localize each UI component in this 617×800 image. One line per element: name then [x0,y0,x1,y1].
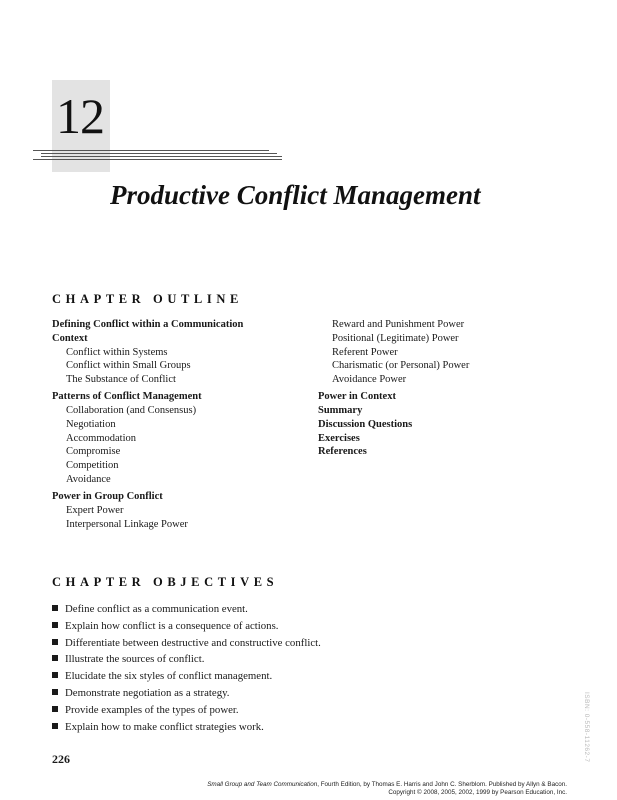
isbn-watermark: ISBN: 0-558-11262-7 [583,692,590,763]
square-bullet-icon [52,672,58,678]
square-bullet-icon [52,639,58,645]
objective-text: Illustrate the sources of conflict. [65,653,205,666]
outline-subsection-item: Positional (Legitimate) Power [332,332,459,344]
outline-subsection-item: Referent Power [332,346,398,358]
outline-section-item: Context [52,332,88,344]
square-bullet-icon [52,723,58,729]
objective-item [52,668,321,685]
outline-subsection-item: Avoidance Power [332,374,407,386]
outline-subsection-item: Compromise [66,446,121,458]
outline-section-item: References [318,446,367,458]
objectives-heading: CHAPTER OBJECTIVES [52,575,279,589]
objective-item [52,702,321,719]
outline-subsection-item: The Substance of Conflict [66,374,176,386]
outline-section-item: Summary [318,404,363,416]
outline-section-item: Discussion Questions [318,418,413,430]
outline-subsection-item: Competition [66,460,119,472]
objective-item [52,635,321,652]
square-bullet-icon [52,689,58,695]
objective-item [52,651,321,668]
outline-subsection-item: Accommodation [66,432,136,444]
outline-subsection-item: Collaboration (and Consensus) [66,404,197,416]
outline-left-column [52,318,292,531]
page-number: 226 [52,752,70,766]
objectives-list [52,601,321,735]
objective-item [52,601,321,618]
footer-line-1 [100,781,567,789]
footer-publication-info: , Fourth Edition, by Thomas E. Harris and John C. Sherblom. Published by Allyn & Bacon. [317,781,567,788]
objective-text: Explain how to make conflict strategies work. [65,720,264,733]
chapter-number: 12 [56,88,104,144]
outline-subsection-item: Interpersonal Linkage Power [66,518,188,530]
outline-subsection-item: Conflict within Small Groups [66,360,191,372]
outline-subsection-item: Avoidance [66,473,111,485]
objective-item [52,719,321,736]
outline-subsection-item: Reward and Punishment Power [332,319,465,330]
decorative-rule [33,159,282,160]
footer-book-title: Small Group and Team Communication [207,781,318,788]
square-bullet-icon [52,706,58,712]
outline-subsection-item: Expert Power [66,504,124,516]
objective-text: Explain how conflict is a consequence of actions. [65,619,279,632]
outline-subsection-item: Conflict within Systems [66,346,168,358]
outline-section-item: Exercises [318,432,360,444]
outline-section-item: Defining Conflict within a Communication [52,319,244,330]
outline-heading: CHAPTER OUTLINE [52,292,243,306]
outline-section-item: Patterns of Conflict Management [52,391,202,403]
objective-text: Elucidate the six styles of conflict management. [65,670,273,683]
outline-subsection-item: Charismatic (or Personal) Power [332,360,470,372]
outline-right-column [318,318,558,459]
square-bullet-icon [52,622,58,628]
chapter-title: Productive Conflict Management [110,180,481,210]
copyright-footer [100,781,567,797]
outline-section-item: Power in Context [318,391,396,403]
square-bullet-icon [52,655,58,661]
decorative-rule [41,153,277,154]
objective-item [52,618,321,635]
decorative-rule [33,150,269,151]
outline-section-item: Power in Group Conflict [52,490,163,502]
objective-item [52,685,321,702]
decorative-rule [41,156,282,157]
objective-text: Differentiate between destructive and constructive conflict. [65,636,321,649]
footer-line-2: Copyright © 2008, 2005, 2002, 1999 by Pearson Education, Inc. [388,789,567,796]
square-bullet-icon [52,605,58,611]
outline-subsection-item: Negotiation [66,418,116,430]
objective-text: Provide examples of the types of power. [65,703,239,716]
objective-text: Define conflict as a communication event. [65,603,248,615]
objective-text: Demonstrate negotiation as a strategy. [65,686,230,699]
